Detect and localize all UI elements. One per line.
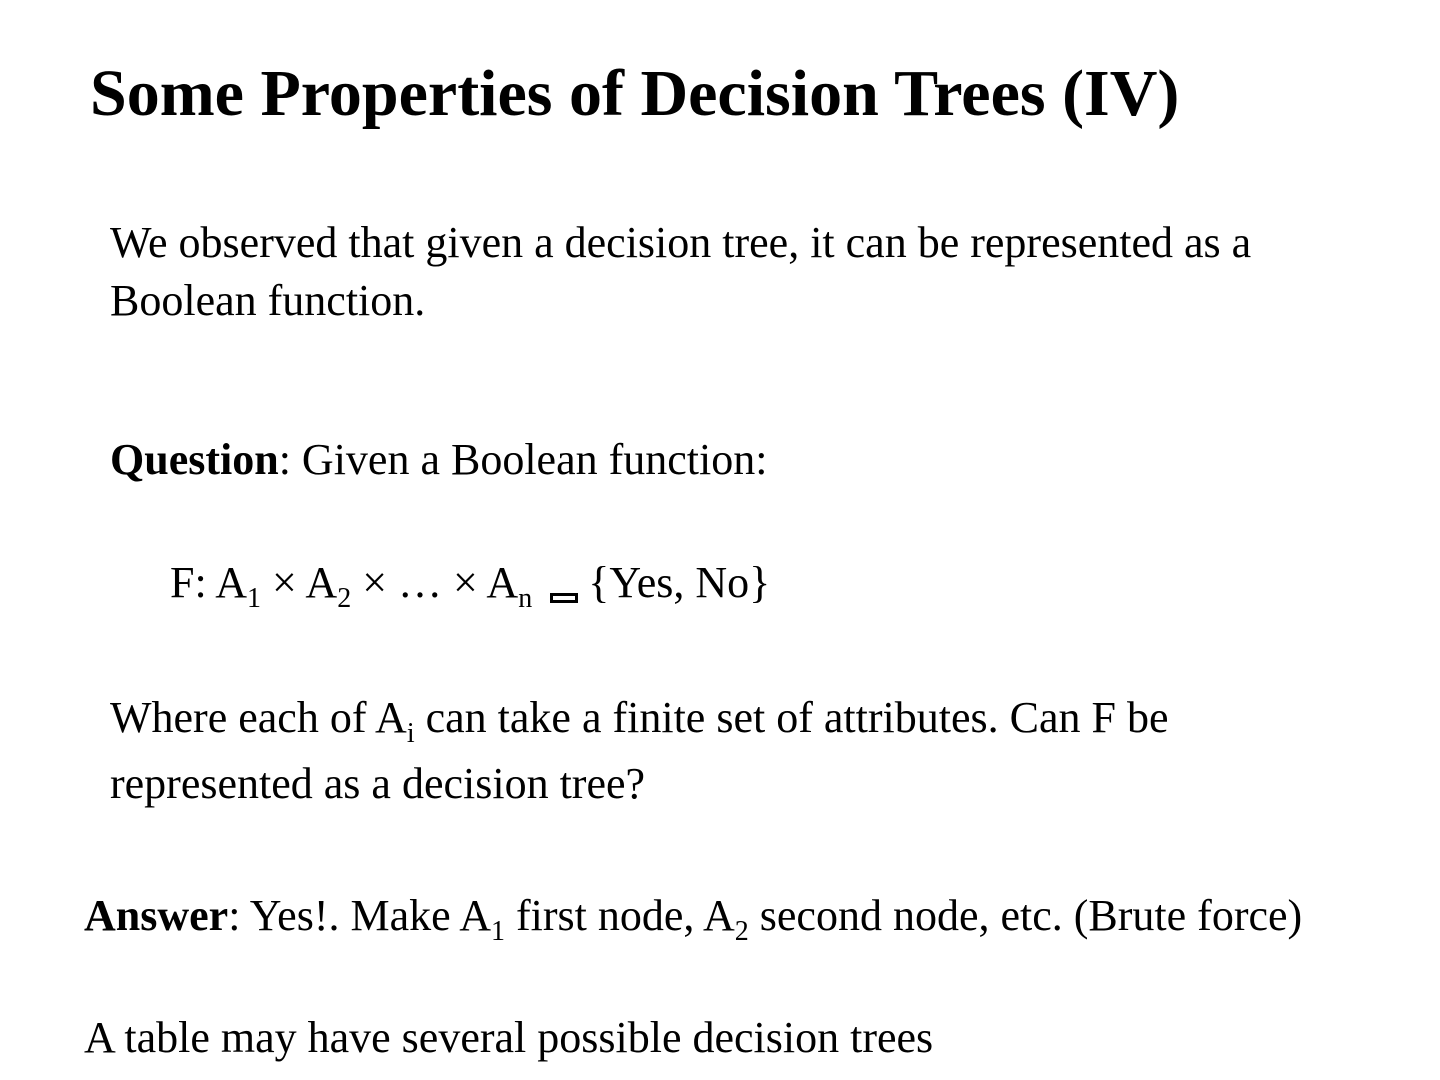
answer-sub-2: 2	[734, 915, 749, 947]
where-sub-i: i	[406, 717, 415, 749]
question-text: : Given a Boolean function:	[278, 435, 768, 484]
question-line	[110, 431, 767, 489]
answer-part-3: second node, etc. (Brute force)	[748, 891, 1303, 940]
formula-sub-n: n	[518, 582, 533, 614]
where-line-2: represented as a decision tree?	[110, 759, 646, 808]
function-formula	[170, 554, 770, 612]
formula-sub-1: 1	[247, 582, 262, 614]
answer-line	[84, 887, 1302, 945]
intro-line-2: Boolean function.	[110, 276, 426, 325]
question-label: Question	[110, 435, 279, 484]
formula-prefix: F: A	[170, 558, 248, 607]
answer-sub-1: 1	[491, 915, 505, 947]
formula-codomain: {Yes, No}	[588, 558, 771, 607]
closing-line: A table may have several possible decision trees	[84, 1013, 934, 1062]
formula-part-3: × … × A	[351, 558, 519, 607]
missing-arrow-glyph-icon	[550, 593, 578, 603]
answer-part-2: first node, A	[505, 891, 735, 940]
answer-label: Answer	[84, 891, 229, 940]
formula-part-2: × A	[261, 558, 338, 607]
intro-line-1: We observed that given a decision tree, it can be represented as a	[110, 218, 1252, 267]
where-line-1	[110, 689, 1168, 747]
where-part-2: can take a finite set of attributes. Can F be	[414, 693, 1169, 742]
where-part-1: Where each of A	[110, 693, 407, 742]
formula-sub-2: 2	[337, 582, 352, 614]
slide-title: Some Properties of Decision Trees (IV)	[90, 57, 1180, 130]
answer-part-1: : Yes!. Make A	[228, 891, 491, 940]
